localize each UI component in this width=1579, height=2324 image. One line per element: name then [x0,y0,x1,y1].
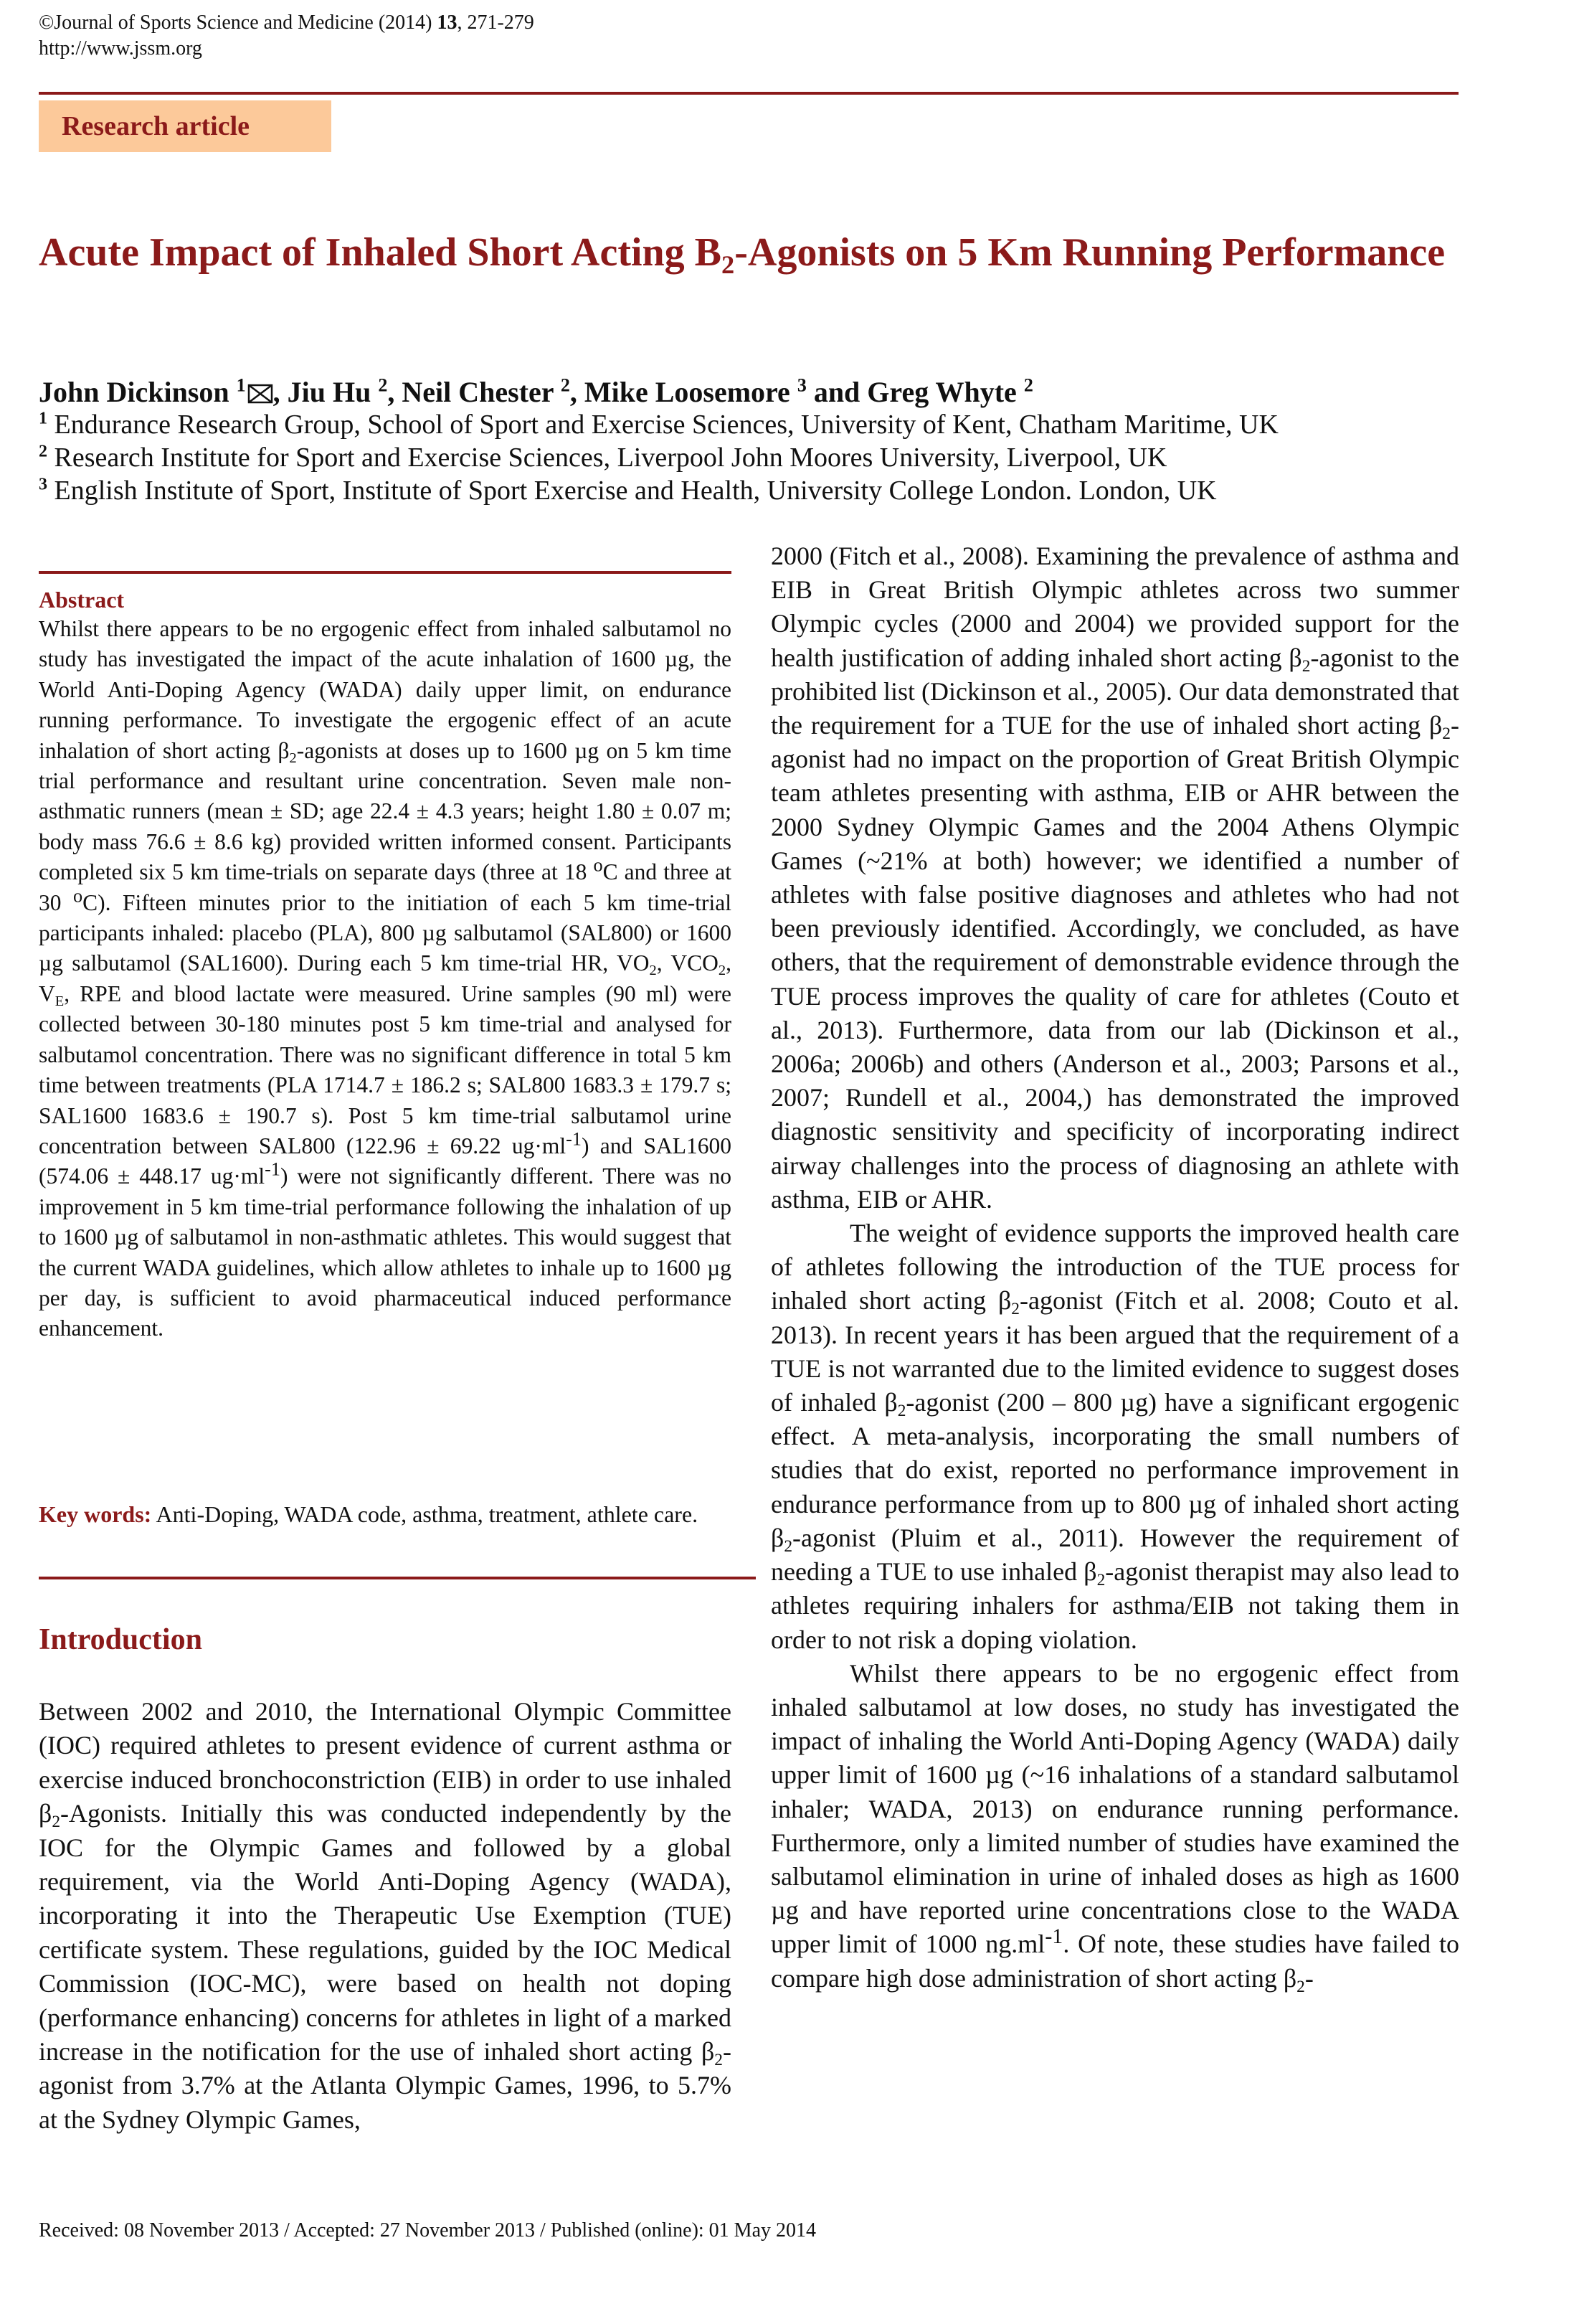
right-column [771,539,1459,1995]
subscript: 2 [1296,1977,1305,1996]
text-segment: . Of note, these studies have failed to compare high dose administration of short acting β [771,1929,1459,1993]
author-affiliation-number: 1 [236,374,246,396]
abstract-top-divider [39,571,731,574]
subscript: 2 [714,2051,723,2070]
author-affiliation-number: 2 [560,374,570,396]
author-name: , Mike Loosemore [569,376,797,408]
article-type-badge: Research article [39,100,331,152]
body-paragraph [771,539,1459,1217]
keywords-label: Key words: [39,1501,152,1527]
body-paragraph [771,1657,1459,1995]
subscript: 2 [784,1536,793,1556]
subscript: 2 [1442,724,1451,744]
body-paragraph [771,1217,1459,1657]
header-divider [39,92,1459,95]
subscript: 2 [1301,656,1311,676]
author-name: , Neil Chester [387,376,561,408]
title-subscript: 2 [721,250,735,279]
affiliation-number: 1 [39,409,47,428]
subscript: E [54,993,65,1010]
journal-citation [39,10,534,36]
text-segment: -agonist to the prohibited list (Dickinson et al., 2005). Our data demonstrated that the requirement for a TUE for the use of inhaled short acting β [771,643,1459,740]
journal-name: ©Journal of Sports Science and Medicine (2014) [39,11,437,34]
author-name: , Jiu Hu [272,376,379,408]
author-affiliation-number: 3 [797,374,807,396]
abstract-bottom-divider [39,1577,756,1579]
abstract-segment: C and three at 30 [39,859,731,915]
abstract-segment: ) and SAL1600 (574.06 ± 448.17 ug·ml [39,1133,731,1189]
keywords-text: Anti-Doping, WADA code, asthma, treatment, athlete care. [151,1501,698,1527]
affiliation-2 [39,440,1167,475]
subscript: 2 [1096,1571,1106,1590]
degree-superscript: o [593,854,603,876]
text-segment: The weight of evidence supports the improved health care of athletes following the introduction of the TUE process for inhaled short acting β [771,1219,1459,1315]
affiliation-text: Research Institute for Sport and Exercise Sciences, Liverpool John Moores University, Liverpool, UK [47,443,1167,473]
superscript: -1 [566,1128,582,1150]
affiliation-3 [39,473,1217,508]
text-segment: -agonist from 3.7% at the Atlanta Olympic Games, 1996, to 5.7% at the Sydney Olympic Games, [39,2037,731,2134]
journal-volume: 13 [437,11,457,34]
subscript: 2 [289,750,297,766]
title-part: Acute Impact of Inhaled Short Acting B [39,230,722,275]
text-segment: Between 2002 and 2010, the International Olympic Committee (IOC) required athletes to present evidence of current asthma or exercise induced bronchoconstriction (EIB) in order to use inhaled β [39,1697,731,1828]
superscript: -1 [1045,1924,1063,1949]
abstract-segment: ) were not significantly different. There was no improvement in 5 km time-trial performance following the inhalation of up to 1600 µg of salbutamol in non-asthmatic athletes. This would suggest that the current WADA guidelines, which allow athletes to inhale up to 1600 µg per day, is sufficient to avoid pharmaceutical induced performance enhancement. [39,1163,731,1341]
keywords [39,1499,731,1529]
text-segment: Whilst there appears to be no ergogenic effect from inhaled salbutamol at low doses, no study has investigated the impact of inhaling the World Anti-Doping Agency (WADA) daily upper limit of 1600 µg (~16 inhalations of a standard salbutamol inhaler; WADA, 2013) on endurance running performance. Furthermore, only a limited number of studies have examined the salbutamol elimination in urine of inhaled doses as high as 1600 µg and have reported urine concentrations close to the WADA upper limit of 1000 ng.ml [771,1658,1459,1959]
abstract-segment: Whilst there appears to be no ergogenic effect from inhaled salbutamol no study has investigated the impact of the acute inhalation of 1600 µg, the World Anti-Doping Agency (WADA) daily upper limit, on endurance running performance. To investigate the ergogenic effect of an acute inhalation of short acting β [39,616,731,763]
abstract-segment: , RPE and blood lactate were measured. Urine samples (90 ml) were collected between 30-180 minutes post 5 km time-trial and analysed for salbutamol concentration. There was no significant difference in total 5 km time between treatments (PLA 1714.7 ± 186.2 s; SAL800 1683.3 ± 179.7 s; SAL1600 1683.6 ± 190.7 s). Post 5 km time-trial salbutamol urine concentration between SAL800 (122.96 ± 69.22 ug·ml [39,981,731,1158]
text-segment: 2000 (Fitch et al., 2008). Examining the prevalence of asthma and EIB in Great British Olympic athletes across two summer Olympic cycles (2000 and 2004) we provided support for the health justification of adding inhaled short acting β [771,542,1459,672]
text-segment: -agonist had no impact on the proportion of Great British Olympic team athletes presenting with asthma, EIB or AHR between the 2000 Sydney Olympic Games and the 2004 Athens Olympic Games (~21% at both) however; we identified a number of athletes with false positive diagnoses and athletes who had not been previously identified. Accordingly, we concluded, as have others, that the requirement of demonstrable evidence through the TUE process improves the quality of care for athletes (Couto et al., 2013). Furthermore, data from our lab (Dickinson et al., 2006a; 2006b) and others (Anderson et al., 2003; Parsons et al., 2007; Rundell et al., 2004,) has demonstrated the improved diagnostic sensitivity and specificity of incorporating indirect airway challenges into the process of diagnosing an athlete with asthma, EIB or AHR. [771,711,1459,1214]
text-segment: -agonist (Fitch et al. 2008; Couto et al. 2013). In recent years it has been argued that the requirement of a TUE is not warranted due to the limited evidence to suggest doses of inhaled β [771,1286,1459,1417]
email-icon[interactable] [247,383,273,405]
subscript: 2 [718,963,726,979]
subscript: 2 [649,963,657,979]
abstract-segment: , VCO [656,950,719,976]
text-segment: - [1304,1963,1314,1993]
journal-url[interactable]: http://www.jssm.org [39,37,202,60]
affiliation-text: English Institute of Sport, Institute of Sport Exercise and Health, University College London. London, UK [47,476,1217,506]
abstract-segment: , V [39,950,731,1006]
journal-pages: , 271-279 [457,11,534,34]
degree-superscript: o [73,885,83,907]
subscript: 2 [1011,1300,1020,1319]
subscript: 2 [897,1402,906,1421]
abstract-segment: -agonists at doses up to 1600 µg on 5 km time trial performance and resultant urine concentration. Seven male non-asthmatic runners (mean ± SD; age 22.4 ± 4.3 years; height 1.80 ± 0.07 m; body mass 76.6 ± 8.6 kg) provided written informed consent. Participants completed six 5 km time-trials on separate days (three at 18 [39,737,731,885]
affiliation-text: Endurance Research Group, School of Sport and Exercise Sciences, University of Kent, Chatham Maritime, UK [47,410,1279,440]
text-segment: -agonist therapist may also lead to athletes requiring inhalers for asthma/EIB not taking them in order to not risk a doping violation. [771,1557,1459,1654]
title-part: -Agonists on 5 Km Running Performance [734,230,1446,275]
affiliation-1 [39,407,1279,442]
author-affiliation-number: 2 [378,374,388,396]
abstract-segment: C). Fifteen minutes prior to the initiation of each 5 km time-trial participants inhaled: placebo (PLA), 800 µg salbutamol (SAL800) or 1600 µg salbutamol (SAL1600). During each 5 km time-trial HR, VO [39,889,731,976]
superscript: -1 [265,1158,280,1180]
affiliation-number: 3 [39,475,47,494]
abstract-text [39,614,731,1344]
publication-dates: Received: 08 November 2013 / Accepted: 27 November 2013 / Published (online): 01 May 2014 [39,2219,817,2242]
author-list [39,374,1033,410]
introduction-paragraph [39,1695,731,2137]
text-segment: -agonist (Pluim et al., 2011). However the requirement of needing a TUE to use inhaled β [771,1523,1459,1587]
text-segment: -Agonists. Initially this was conducted independently by the IOC for the Olympic Games and followed by a global requirement, via the World Anti-Doping Agency (WADA), incorporating it into the Therapeutic Use Exemption (TUE) certificate system. These regulations, guided by the IOC Medical Commission (IOC-MC), were based on health not doping (performance enhancing) concerns for athletes in light of a marked increase in the notification for the use of inhaled short acting β [39,1799,731,2066]
author-name: John Dickinson [39,376,237,408]
abstract-heading: Abstract [39,587,125,613]
author-affiliation-number: 2 [1023,374,1033,396]
text-segment: -agonist (200 – 800 µg) have a significant ergogenic effect. A meta-analysis, incorporating the small numbers of studies that do exist, reported no performance improvement in endurance performance from up to 800 µg of inhaled short acting β [771,1388,1460,1552]
article-title [39,228,1459,277]
introduction-heading: Introduction [39,1623,202,1656]
author-name: and Greg Whyte [806,376,1024,408]
affiliation-number: 2 [39,442,47,461]
subscript: 2 [52,1813,61,1832]
